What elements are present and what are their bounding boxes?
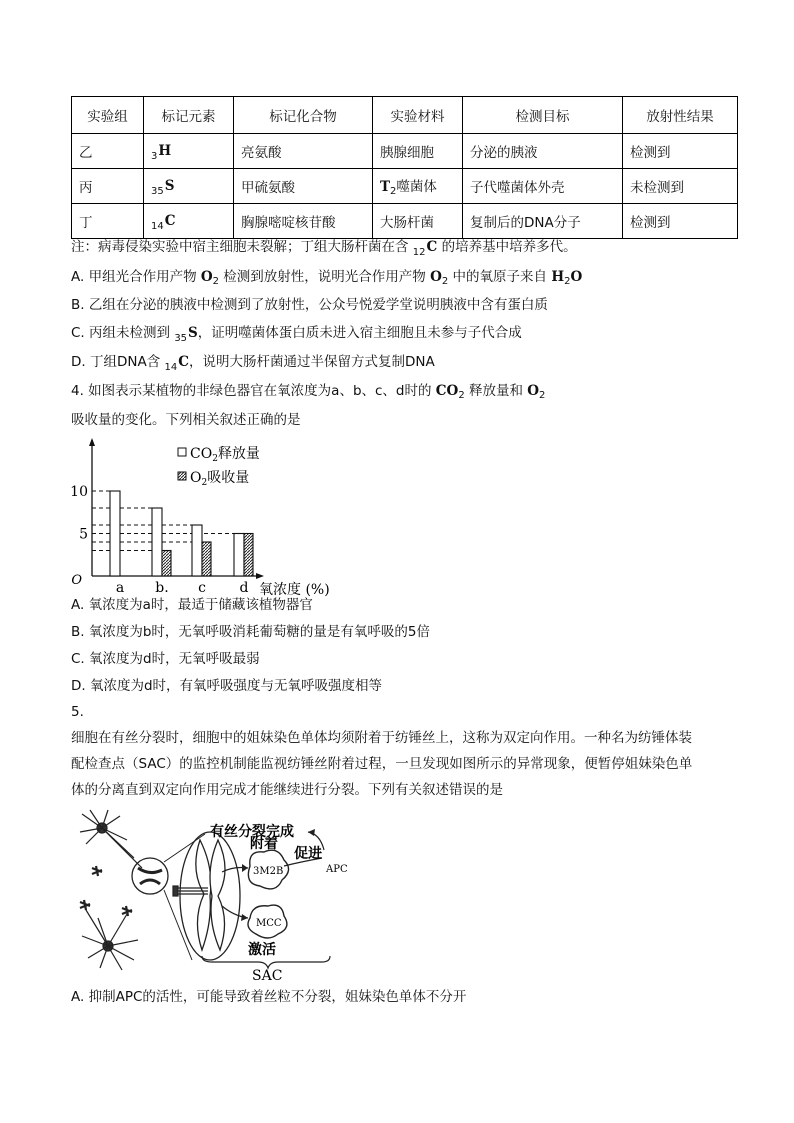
cell-result: 检测到 (623, 134, 738, 169)
chart-legend (178, 446, 260, 488)
cell-result: 检测到 (623, 204, 738, 239)
cell-isotope: $_3$H (144, 134, 234, 169)
table-header-row (72, 97, 738, 134)
q5-stem-line: 配检查点（SAC）的监控机制能监视纺锤丝附着过程，一旦发现如图所示的异常现象，便暂停姐妹染色单 (71, 756, 693, 772)
cell-group: 丙 (72, 169, 144, 204)
col-header: 实验组 (72, 97, 144, 134)
activate-label: 激活 (248, 942, 276, 958)
x-axis-label: 氧浓度 (%) (259, 582, 330, 598)
o2-bar (202, 542, 211, 576)
apc-label: APC (326, 864, 348, 875)
q4-option-b: B. 氧浓度为b时，无氧呼吸消耗葡萄糖的量是有氧呼吸的5倍 (71, 624, 431, 640)
origin-label: O (71, 573, 82, 588)
y-tick-label: 10 (70, 484, 88, 500)
cell-material: 胰腺细胞 (373, 134, 463, 169)
col-header: 放射性结果 (623, 97, 738, 134)
q5-number: 5. (71, 704, 84, 720)
cell-isotope: $_{35}$S (144, 169, 234, 204)
q5-stem-line: 体的分离直到双定向作用完成才能继续进行分裂。下列有关叙述错误的是 (71, 782, 503, 798)
q5-stem-line: 细胞在有丝分裂时，细胞中的姐妹染色单体均须附着于纺锤丝上，这称为双定向作用。一种名为纺锤体装 (71, 730, 692, 746)
microtubule-icon (173, 886, 208, 896)
x-category-label: d (239, 580, 249, 596)
cell-group: 乙 (72, 134, 144, 169)
spindle-pole-icon (80, 810, 142, 868)
x-category-label: b. (155, 580, 169, 596)
co2-bar (192, 525, 202, 576)
3m2b-label: 3M2B (253, 866, 284, 877)
y-tick-label: 5 (79, 526, 88, 543)
x-axis-arrow (256, 573, 264, 579)
experiment-table (71, 96, 738, 239)
q4-option-c: C. 氧浓度为d时，无氧呼吸最弱 (71, 651, 260, 667)
q4-option-a: A. 氧浓度为a时，最适于储藏该植物器官 (71, 597, 313, 613)
legend-swatch-o2 (178, 472, 186, 480)
col-header: 标记化合物 (234, 97, 373, 134)
sac-diagram (72, 810, 362, 982)
co2-bar (234, 534, 244, 577)
small-chromosome-icon (138, 868, 162, 884)
chromatid-icon (196, 840, 211, 950)
co2-bar (152, 508, 162, 576)
chromatid-icon (210, 840, 225, 950)
co2-bar (110, 491, 120, 576)
mcc-label: MCC (256, 918, 282, 929)
cell-target: 子代噬菌体外壳 (463, 169, 623, 204)
col-header: 实验材料 (373, 97, 463, 134)
q4-stem-line1: 4. 如图表示某植物的非绿色器官在氧浓度为a、b、c、d时的 $CO_2$ 释放量和 $O_2$ (71, 383, 546, 401)
x-category-label: c (198, 580, 206, 596)
attach-label: 附着 (250, 836, 278, 852)
table-note: 注：病毒侵染实验中宿主细胞未裂解；丁组大肠杆菌在含 $_{12}$C 的培养基中培养多代。 (71, 239, 577, 258)
cell-isotope: $_{14}$C (144, 204, 234, 239)
chart-bars (110, 491, 253, 576)
q3-option-d: D. 丁组DNA含 $_{14}$C，说明大肠杆菌通过半保留方式复制DNA (71, 354, 435, 373)
x-category-label: a (115, 580, 125, 596)
cell-target: 复制后的DNA分子 (463, 204, 623, 239)
oxygen-bar-chart (70, 436, 340, 598)
cell-material: $T_2$噬菌体 (373, 169, 463, 204)
legend-label-o2: $O_2$吸收量 (190, 470, 250, 488)
table-row (72, 169, 738, 204)
q4-stem-line2: 吸收量的变化。下列相关叙述正确的是 (71, 412, 301, 428)
cell-compound: 胸腺嘧啶核苷酸 (234, 204, 373, 239)
q3-option-b: B. 乙组在分泌的胰液中检测到了放射性，公众号悦爱学堂说明胰液中含有蛋白质 (71, 297, 548, 313)
col-header: 标记元素 (144, 97, 234, 134)
cell-compound: 甲硫氨酸 (234, 169, 373, 204)
q4-option-d: D. 氧浓度为d时，有氧呼吸强度与无氧呼吸强度相等 (71, 678, 383, 694)
mitosis-done-label: 有丝分裂完成 (210, 824, 294, 840)
cell-group: 丁 (72, 204, 144, 239)
sac-label: SAC (252, 968, 283, 984)
o2-bar (244, 534, 253, 577)
pair-chromosome-icon (80, 866, 132, 916)
table-row (72, 204, 738, 239)
chromosome-circle (132, 858, 168, 894)
q3-option-a: A. 甲组光合作用产物 $O_2$ 检测到放射性，说明光合作用产物 $O_2$ 中的氧原子来自 $H_2O$ (71, 269, 583, 287)
o2-bar (162, 551, 171, 577)
cell-material: 大肠杆菌 (373, 204, 463, 239)
cell-target: 分泌的胰液 (463, 134, 623, 169)
col-header: 检测目标 (463, 97, 623, 134)
promote-label: 促进 (294, 846, 322, 862)
spindle-pole-icon (82, 910, 138, 970)
cell-compound: 亮氨酸 (234, 134, 373, 169)
cell-result: 未检测到 (623, 169, 738, 204)
legend-swatch-co2 (178, 448, 186, 456)
table-row (72, 134, 738, 169)
q5-option-a: A. 抑制APC的活性，可能导致着丝粒不分裂，姐妹染色单体不分开 (71, 989, 467, 1005)
q3-option-c: C. 丙组未检测到 $_{35}$S，证明噬菌体蛋白质未进入宿主细胞且未参与子代合成 (71, 325, 522, 344)
legend-label-co2: $CO_2$释放量 (190, 446, 260, 464)
q5-stem (71, 725, 741, 803)
y-axis-arrow (89, 438, 95, 446)
